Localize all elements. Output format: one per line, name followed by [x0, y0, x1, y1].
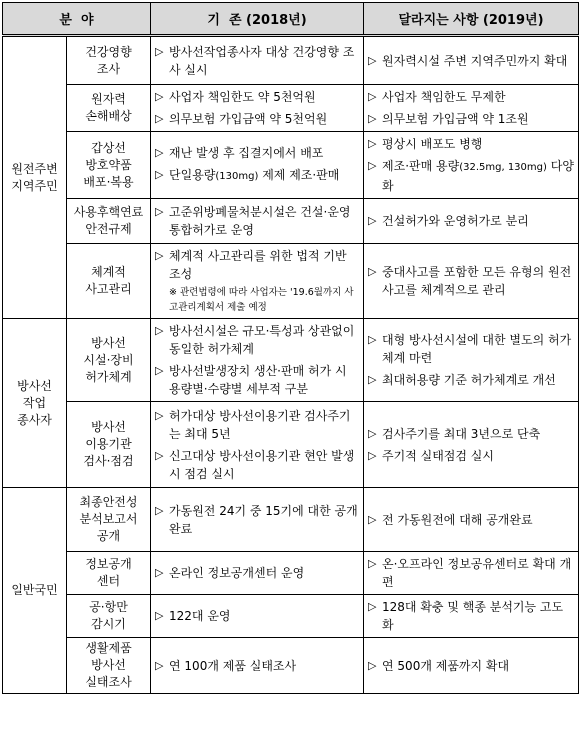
subcategory-label: 방사선 시설·장비 허가체계: [67, 319, 151, 402]
bullet-item: [155, 144, 359, 162]
bullet-item: [368, 212, 574, 230]
bullet-item: [155, 43, 359, 79]
subcategory-label: 체계적 사고관리: [67, 244, 151, 319]
bullet-triangle-icon: ▷: [368, 448, 377, 462]
bullet-item: [368, 331, 574, 367]
bullet-triangle-icon: ▷: [155, 146, 164, 159]
changes-cell: [364, 402, 579, 488]
bullet-triangle-icon: ▷: [368, 373, 377, 386]
bullet-item: [368, 371, 574, 389]
header-row: [3, 3, 579, 36]
bullet-item: [155, 657, 359, 675]
bullet-triangle-icon: ▷: [155, 168, 164, 181]
bullet-triangle-icon: ▷: [155, 44, 164, 58]
bullet-triangle-icon: ▷: [155, 90, 164, 103]
existing-cell: [151, 199, 364, 244]
existing-cell: [151, 319, 364, 402]
bullet-triangle-icon: ▷: [368, 53, 377, 67]
table-row: [3, 132, 579, 199]
bullet-item: [155, 564, 359, 582]
bullet-text: 주기적 실태점검 실시: [382, 448, 494, 463]
changes-cell: [364, 488, 579, 552]
bullet-item: [368, 511, 574, 529]
bullet-text: 사업자 책임한도 약 5천억원: [169, 90, 316, 104]
bullet-text: 제조·판매 용량(32.5mg, 130mg) 다양화: [382, 159, 574, 193]
existing-cell: [151, 402, 364, 488]
bullet-text: 검사주기를 최대 3년으로 단축: [382, 426, 541, 441]
bullet-triangle-icon: ▷: [155, 249, 164, 262]
changes-cell: [364, 36, 579, 85]
bullet-text: 사업자 책임한도 무제한: [382, 90, 506, 104]
bullet-item: [155, 502, 359, 538]
header-category: 분 야: [3, 3, 151, 36]
subcategory-label: 정보공개 센터: [67, 552, 151, 595]
bullet-item: [368, 263, 574, 299]
bullet-item: [368, 425, 574, 443]
bullet-text: 재난 발생 후 집결지에서 배포: [169, 146, 324, 160]
subcategory-label: 최종안전성 분석보고서 공개: [67, 488, 151, 552]
changes-cell: [364, 244, 579, 319]
table-row: [3, 638, 579, 694]
bullet-text: 대형 방사선시설에 대한 별도의 허가체계 마련: [382, 333, 572, 365]
bullet-text: 중대사고를 포함한 모든 유형의 원전사고를 체계적으로 관리: [382, 265, 572, 297]
bullet-item: [368, 88, 574, 106]
bullet-triangle-icon: ▷: [368, 512, 377, 526]
existing-cell: [151, 552, 364, 595]
bullet-triangle-icon: ▷: [368, 90, 377, 103]
table-row: [3, 488, 579, 552]
bullet-triangle-icon: ▷: [155, 112, 164, 125]
bullet-triangle-icon: ▷: [155, 408, 164, 422]
bullet-item: [155, 407, 359, 443]
existing-cell: [151, 132, 364, 199]
table-row: [3, 402, 579, 488]
bullet-text: 연 100개 제품 실태조사: [169, 658, 297, 673]
table-row: [3, 552, 579, 595]
header-changes: 달라지는 사항 (2019년): [364, 3, 579, 36]
table-row: [3, 595, 579, 638]
bullet-text: 허가대상 방사선이용기관 검사주기는 최대 5년: [169, 408, 351, 441]
bullet-text: 122대 운영: [169, 609, 231, 623]
bullet-item: [368, 657, 574, 675]
table-row: [3, 319, 579, 402]
table-row: [3, 244, 579, 319]
bullet-text: 원자력시설 주변 지역주민까지 확대: [382, 53, 568, 68]
subcategory-label: 공·항만 감시기: [67, 595, 151, 638]
bullet-triangle-icon: ▷: [155, 609, 164, 622]
changes-cell: [364, 85, 579, 132]
table-row: [3, 199, 579, 244]
bullet-triangle-icon: ▷: [155, 205, 164, 218]
bullet-item: [368, 52, 574, 70]
bullet-text: 온라인 정보공개센터 운영: [169, 566, 305, 580]
existing-cell: [151, 244, 364, 319]
bullet-item: [368, 135, 574, 153]
bullet-triangle-icon: ▷: [155, 566, 164, 579]
bullet-text: 고준위방폐물처분시설은 건설·운영 통합허가로 운영: [169, 205, 351, 237]
bullet-item: [155, 362, 359, 398]
subcategory-label: 방사선 이용기관 검사·점검: [67, 402, 151, 488]
bullet-triangle-icon: ▷: [368, 112, 377, 125]
bullet-item: [368, 110, 574, 128]
group-label: 일반국민: [3, 488, 67, 694]
bullet-triangle-icon: ▷: [368, 159, 377, 172]
existing-cell: [151, 36, 364, 85]
changes-cell: [364, 199, 579, 244]
bullet-item: [155, 110, 359, 128]
bullet-triangle-icon: ▷: [155, 364, 164, 377]
existing-cell: [151, 595, 364, 638]
bullet-item: [155, 607, 359, 625]
changes-cell: [364, 595, 579, 638]
bullet-item: [155, 88, 359, 106]
bullet-text: 단일용량(130mg) 제제 제조·판매: [169, 168, 340, 182]
bullet-triangle-icon: ▷: [368, 658, 377, 672]
bullet-item: [155, 447, 359, 483]
subcategory-label: 갑상선 방호약품 배포·복용: [67, 132, 151, 199]
bullet-text: 건설허가와 운영허가로 분리: [382, 214, 529, 228]
comparison-table: [2, 2, 579, 694]
bullet-text: 방사선작업종사자 대상 건강영향 조사 실시: [169, 44, 355, 77]
bullet-text: 의무보험 가입금액 약 5천억원: [169, 112, 328, 126]
bullet-triangle-icon: ▷: [368, 214, 377, 227]
subcategory-label: 사용후핵연료 안전규제: [67, 199, 151, 244]
footnote: ※ 관련법령에 따라 사업자는 '19.6월까지 사고관리계획서 제출 예정: [169, 287, 354, 313]
existing-cell: [151, 85, 364, 132]
bullet-triangle-icon: ▷: [368, 265, 377, 278]
bullet-text: 평상시 배포도 병행: [382, 137, 483, 151]
changes-cell: [364, 132, 579, 199]
bullet-text: 최대허용량 기준 허가체계로 개선: [382, 373, 556, 387]
bullet-triangle-icon: ▷: [368, 600, 377, 613]
group-label: 원전주변 지역주민: [3, 36, 67, 319]
bullet-item: [155, 203, 359, 239]
bullet-text: 신고대상 방사선이용기관 현안 발생시 점검 실시: [169, 448, 355, 481]
existing-cell: [151, 638, 364, 694]
existing-cell: [151, 488, 364, 552]
bullet-item: [155, 166, 359, 186]
bullet-triangle-icon: ▷: [368, 137, 377, 150]
bullet-text: 의무보험 가입금액 약 1조원: [382, 112, 529, 126]
changes-cell: [364, 319, 579, 402]
group-label: 방사선 작업 종사자: [3, 319, 67, 488]
bullet-text: 연 500개 제품까지 확대: [382, 658, 510, 673]
subcategory-label: 원자력 손해배상: [67, 85, 151, 132]
bullet-item: [155, 322, 359, 358]
table-row: [3, 85, 579, 132]
bullet-triangle-icon: ▷: [368, 333, 377, 346]
changes-cell: [364, 638, 579, 694]
header-existing: 기 존 (2018년): [151, 3, 364, 36]
subcategory-label: 건강영향 조사: [67, 36, 151, 85]
table-row: [3, 36, 579, 85]
table-body: [3, 36, 579, 694]
bullet-triangle-icon: ▷: [368, 426, 377, 440]
bullet-item: [368, 157, 574, 195]
changes-cell: [364, 552, 579, 595]
bullet-triangle-icon: ▷: [155, 658, 164, 672]
bullet-text: 128대 확충 및 핵종 분석기능 고도화: [382, 600, 564, 632]
bullet-triangle-icon: ▷: [155, 448, 164, 462]
bullet-text: 체계적 사고관리를 위한 법적 기반 조성: [169, 249, 347, 281]
bullet-triangle-icon: ▷: [368, 557, 377, 570]
bullet-text: 가동원전 24기 중 15기에 대한 공개완료: [169, 503, 358, 536]
bullet-item: [155, 247, 359, 283]
bullet-text: 방사선시설은 규모·특성과 상관없이 동일한 허가체계: [169, 324, 355, 356]
bullet-triangle-icon: ▷: [155, 503, 164, 517]
bullet-text: 온·오프라인 정보공유센터로 확대 개편: [382, 557, 572, 589]
subcategory-label: 생활제품 방사선 실태조사: [67, 638, 151, 694]
bullet-text: 방사선발생장치 생산·판매 허가 시 용량별·수량별 세부적 구분: [169, 364, 347, 396]
bullet-triangle-icon: ▷: [155, 324, 164, 337]
bullet-text: 전 가동원전에 대해 공개완료: [382, 512, 533, 527]
bullet-item: [368, 555, 574, 591]
bullet-item: [368, 598, 574, 634]
bullet-item: [368, 447, 574, 465]
